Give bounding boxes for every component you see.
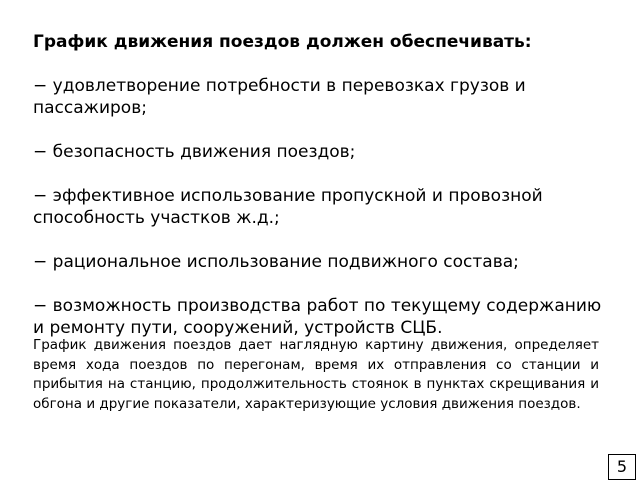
bullet-transport-needs: − удовлетворение потребности в перевозках грузов и пассажиров; bbox=[33, 76, 526, 118]
slide-heading: График движения поездов должен обеспечивать: bbox=[33, 32, 532, 52]
bullet-safety: − безопасность движения поездов; bbox=[33, 142, 356, 162]
bullet-capacity-use: − эффективное использование пропускной и провозной способность участков ж.д.; bbox=[33, 186, 543, 228]
page-number: 5 bbox=[608, 454, 636, 480]
bullet-rolling-stock: − рациональное использование подвижного состава; bbox=[33, 252, 519, 272]
description-paragraph: График движения поездов дает наглядную картину движения, определяет время хода поездов по перегонам, время их отправления со станции и прибытия на станцию, продолжительность стоянок в пунктах скрещивания и обгона и другие показатели, характеризующие условия движения поездов. bbox=[33, 337, 599, 412]
bullet-maintenance-works: − возможность производства работ по текущему содержанию и ремонту пути, сооружений, устройств СЦБ. bbox=[33, 296, 602, 338]
